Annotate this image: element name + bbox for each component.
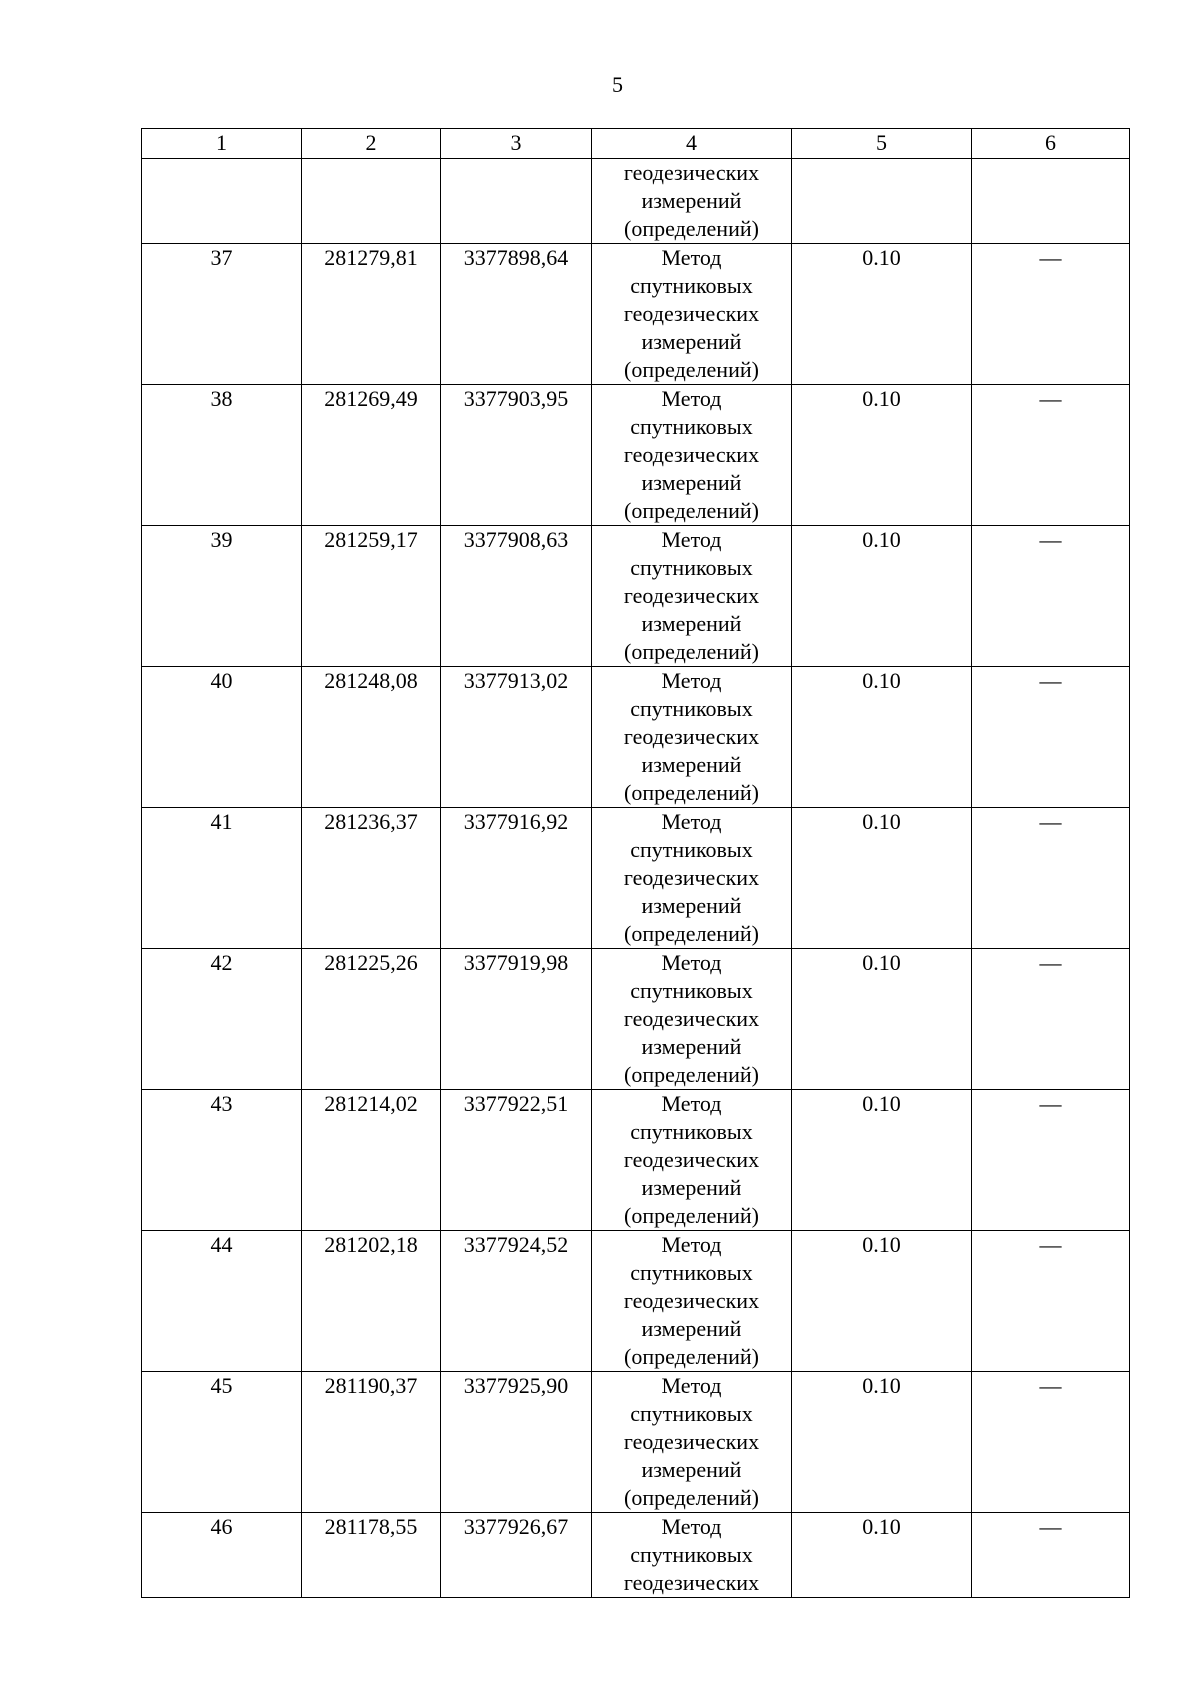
table-row	[142, 1372, 1130, 1513]
method-line: измерений	[641, 188, 742, 213]
cell-empty	[302, 159, 441, 244]
cell-y-coordinate: 3377916,92	[441, 808, 592, 949]
method-line: Метод	[661, 245, 722, 270]
cell-y-coordinate: 3377925,90	[441, 1372, 592, 1513]
method-line: спутниковых	[630, 837, 753, 862]
cell-x-coordinate: 281259,17	[302, 526, 441, 667]
method-line: геодезических	[623, 1570, 760, 1595]
method-line: спутниковых	[630, 414, 753, 439]
cell-accuracy: 0.10	[792, 1513, 972, 1598]
cell-method	[592, 808, 792, 949]
cell-method	[592, 949, 792, 1090]
method-line: Метод	[661, 386, 722, 411]
method-line: геодезических	[623, 160, 760, 185]
cell-point-number: 41	[142, 808, 302, 949]
method-line: геодезических	[623, 1147, 760, 1172]
method-line: (определений)	[624, 498, 759, 523]
cell-point-number: 40	[142, 667, 302, 808]
method-line: геодезических	[623, 865, 760, 890]
method-line: спутниковых	[630, 1260, 753, 1285]
column-header: 2	[302, 129, 441, 159]
method-line: Метод	[661, 809, 722, 834]
method-line: измерений	[641, 1316, 742, 1341]
cell-accuracy: 0.10	[792, 1372, 972, 1513]
cell-method	[592, 1231, 792, 1372]
method-line: измерений	[641, 752, 742, 777]
method-line: Метод	[661, 1514, 722, 1539]
cell-y-coordinate: 3377922,51	[441, 1090, 592, 1231]
cell-accuracy: 0.10	[792, 385, 972, 526]
method-line: геодезических	[623, 301, 760, 326]
cell-empty	[441, 159, 592, 244]
method-line: измерений	[641, 329, 742, 354]
method-line: Метод	[661, 1232, 722, 1257]
method-line: спутниковых	[630, 1542, 753, 1567]
column-header: 5	[792, 129, 972, 159]
table-row	[142, 949, 1130, 1090]
cell-x-coordinate: 281214,02	[302, 1090, 441, 1231]
cell-note: —	[972, 667, 1130, 808]
page-number: 5	[612, 72, 623, 97]
method-line: измерений	[641, 470, 742, 495]
cell-method	[592, 1372, 792, 1513]
method-line: спутниковых	[630, 1119, 753, 1144]
method-line: (определений)	[624, 1062, 759, 1087]
cell-accuracy: 0.10	[792, 1231, 972, 1372]
cell-x-coordinate: 281202,18	[302, 1231, 441, 1372]
method-line: геодезических	[623, 1288, 760, 1313]
table-row-continuation	[142, 159, 1130, 244]
table-row	[142, 667, 1130, 808]
cell-y-coordinate: 3377903,95	[441, 385, 592, 526]
cell-method	[592, 385, 792, 526]
cell-accuracy: 0.10	[792, 949, 972, 1090]
cell-point-number: 37	[142, 244, 302, 385]
cell-point-number: 46	[142, 1513, 302, 1598]
table-row	[142, 1513, 1130, 1598]
cell-point-number: 42	[142, 949, 302, 1090]
cell-accuracy: 0.10	[792, 667, 972, 808]
column-header: 1	[142, 129, 302, 159]
method-line: измерений	[641, 611, 742, 636]
cell-y-coordinate: 3377924,52	[441, 1231, 592, 1372]
method-line: Метод	[661, 527, 722, 552]
method-line: спутниковых	[630, 273, 753, 298]
method-line: геодезических	[623, 1006, 760, 1031]
cell-method	[592, 1513, 792, 1598]
cell-y-coordinate: 3377926,67	[441, 1513, 592, 1598]
column-header: 6	[972, 129, 1130, 159]
cell-point-number: 43	[142, 1090, 302, 1231]
table-row	[142, 385, 1130, 526]
cell-x-coordinate: 281190,37	[302, 1372, 441, 1513]
method-line: геодезических	[623, 442, 760, 467]
column-header: 4	[592, 129, 792, 159]
cell-y-coordinate: 3377913,02	[441, 667, 592, 808]
cell-method	[592, 667, 792, 808]
cell-x-coordinate: 281279,81	[302, 244, 441, 385]
cell-y-coordinate: 3377898,64	[441, 244, 592, 385]
cell-x-coordinate: 281225,26	[302, 949, 441, 1090]
cell-note: —	[972, 808, 1130, 949]
cell-x-coordinate: 281178,55	[302, 1513, 441, 1598]
method-line: (определений)	[624, 357, 759, 382]
table-row	[142, 808, 1130, 949]
cell-note: —	[972, 1513, 1130, 1598]
cell-method	[592, 159, 792, 244]
table-row	[142, 244, 1130, 385]
method-line: Метод	[661, 950, 722, 975]
method-line: (определений)	[624, 639, 759, 664]
cell-point-number: 38	[142, 385, 302, 526]
method-line: геодезических	[623, 724, 760, 749]
method-line: измерений	[641, 1457, 742, 1482]
cell-empty	[972, 159, 1130, 244]
coordinates-table	[141, 128, 1130, 1598]
method-line: (определений)	[624, 780, 759, 805]
cell-y-coordinate: 3377919,98	[441, 949, 592, 1090]
cell-note: —	[972, 1231, 1130, 1372]
method-line: измерений	[641, 893, 742, 918]
table-row	[142, 1231, 1130, 1372]
method-line: Метод	[661, 1091, 722, 1116]
method-line: (определений)	[624, 1203, 759, 1228]
method-line: спутниковых	[630, 555, 753, 580]
cell-point-number: 45	[142, 1372, 302, 1513]
method-line: геодезических	[623, 1429, 760, 1454]
cell-accuracy: 0.10	[792, 808, 972, 949]
cell-method	[592, 526, 792, 667]
method-line: спутниковых	[630, 978, 753, 1003]
cell-point-number: 44	[142, 1231, 302, 1372]
cell-empty	[792, 159, 972, 244]
method-line: (определений)	[624, 921, 759, 946]
header-row	[142, 129, 1130, 159]
method-line: измерений	[641, 1175, 742, 1200]
cell-x-coordinate: 281248,08	[302, 667, 441, 808]
method-line: (определений)	[624, 1485, 759, 1510]
cell-x-coordinate: 281236,37	[302, 808, 441, 949]
cell-x-coordinate: 281269,49	[302, 385, 441, 526]
method-line: Метод	[661, 1373, 722, 1398]
cell-note: —	[972, 1372, 1130, 1513]
table-row	[142, 1090, 1130, 1231]
cell-note: —	[972, 385, 1130, 526]
method-line: Метод	[661, 668, 722, 693]
column-header: 3	[441, 129, 592, 159]
method-line: (определений)	[624, 216, 759, 241]
cell-method	[592, 1090, 792, 1231]
cell-accuracy: 0.10	[792, 244, 972, 385]
method-line: (определений)	[624, 1344, 759, 1369]
cell-note: —	[972, 949, 1130, 1090]
cell-y-coordinate: 3377908,63	[441, 526, 592, 667]
cell-method	[592, 244, 792, 385]
cell-note: —	[972, 1090, 1130, 1231]
method-line: геодезических	[623, 583, 760, 608]
cell-empty	[142, 159, 302, 244]
cell-accuracy: 0.10	[792, 526, 972, 667]
cell-note: —	[972, 244, 1130, 385]
cell-point-number: 39	[142, 526, 302, 667]
cell-accuracy: 0.10	[792, 1090, 972, 1231]
method-line: измерений	[641, 1034, 742, 1059]
cell-note: —	[972, 526, 1130, 667]
method-line: спутниковых	[630, 696, 753, 721]
method-line: спутниковых	[630, 1401, 753, 1426]
table-row	[142, 526, 1130, 667]
